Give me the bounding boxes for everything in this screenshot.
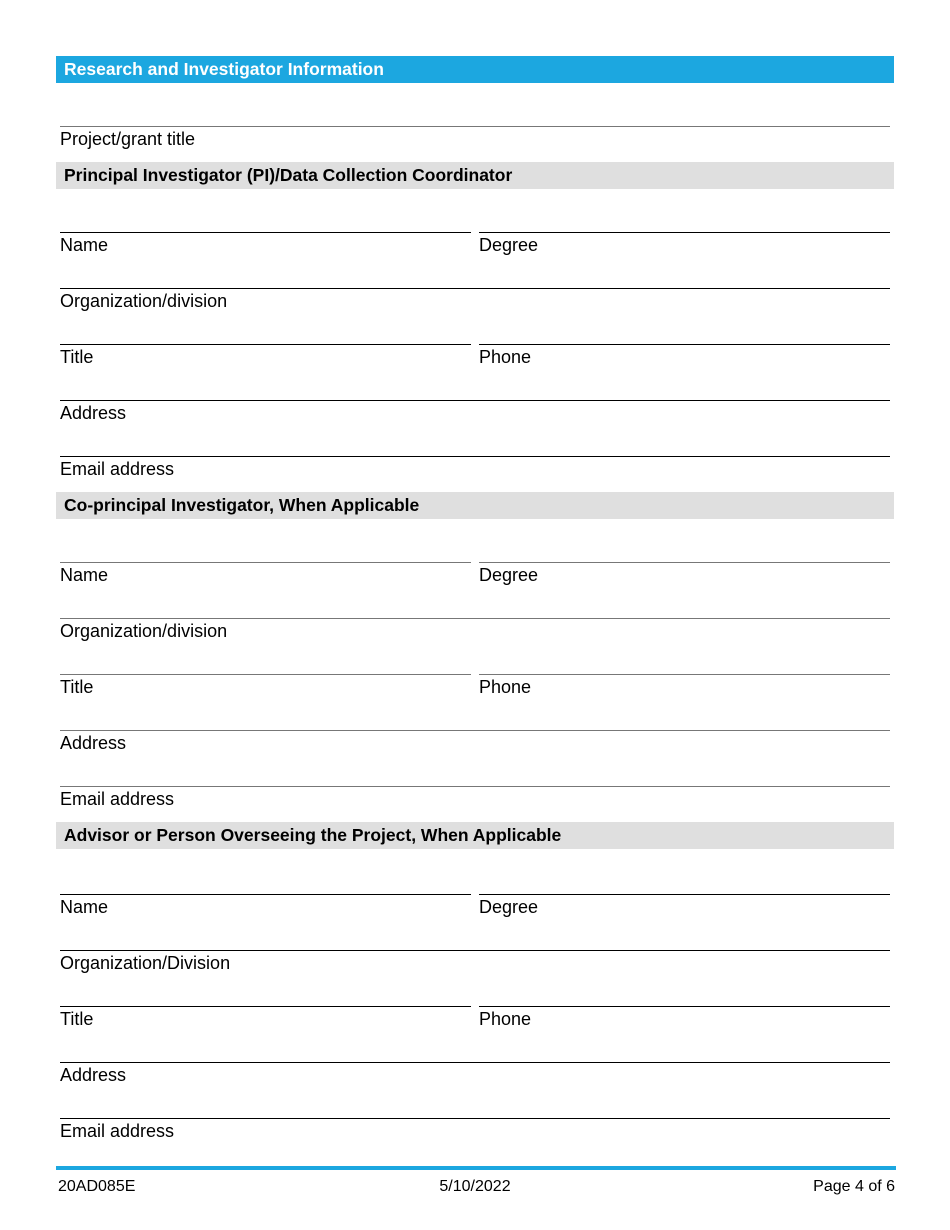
field-line (60, 126, 890, 127)
footer-date: 5/10/2022 (439, 1178, 511, 1195)
field-label: Phone (479, 347, 532, 367)
field-label: Title (60, 677, 94, 697)
field-label: Title (60, 1009, 94, 1029)
field-label: Address (60, 1065, 127, 1085)
field-label: Phone (479, 677, 532, 697)
field-label: Degree (479, 565, 539, 585)
field-line (60, 950, 890, 951)
field-line (60, 232, 471, 233)
field-label: Address (60, 733, 127, 753)
field-label: Name (60, 897, 109, 917)
field-line (60, 1062, 890, 1063)
field-line (479, 232, 890, 233)
field-label: Email address (60, 459, 175, 479)
field-line (479, 562, 890, 563)
field-line (479, 344, 890, 345)
banner-title: Research and Investigator Information (64, 59, 384, 79)
section-banner-research (56, 56, 894, 83)
section-heading: Principal Investigator (PI)/Data Collection Coordinator (64, 165, 513, 185)
field-label: Address (60, 403, 127, 423)
footer-page-number: Page 4 of 6 (813, 1178, 895, 1195)
footer-divider (56, 1166, 896, 1170)
field-label: Title (60, 347, 94, 367)
field-line (479, 1006, 890, 1007)
field-label: Phone (479, 1009, 532, 1029)
section-heading: Co-principal Investigator, When Applicable (64, 495, 420, 515)
field-label: Name (60, 565, 109, 585)
field-line (60, 786, 890, 787)
field-label: Project/grant title (60, 129, 196, 149)
field-line (60, 730, 890, 731)
field-line (60, 674, 471, 675)
field-label: Email address (60, 1121, 175, 1141)
field-line (60, 894, 471, 895)
footer-form-code: 20AD085E (58, 1178, 136, 1195)
field-line (60, 344, 471, 345)
field-label: Degree (479, 897, 539, 917)
field-label: Organization/division (60, 621, 228, 641)
field-label: Name (60, 235, 109, 255)
field-line (60, 1006, 471, 1007)
section-heading: Advisor or Person Overseeing the Project, When Applicable (64, 825, 562, 845)
field-label: Organization/Division (60, 953, 231, 973)
field-label: Organization/division (60, 291, 228, 311)
section-banner-advisor (56, 822, 894, 849)
section-banner-co-pi (56, 492, 894, 519)
field-line (479, 674, 890, 675)
field-line (60, 288, 890, 289)
section-banner-pi (56, 162, 894, 189)
field-line (60, 618, 890, 619)
field-line (60, 562, 471, 563)
field-line (479, 894, 890, 895)
field-line (60, 400, 890, 401)
field-line (60, 1118, 890, 1119)
field-label: Degree (479, 235, 539, 255)
field-label: Email address (60, 789, 175, 809)
field-line (60, 456, 890, 457)
